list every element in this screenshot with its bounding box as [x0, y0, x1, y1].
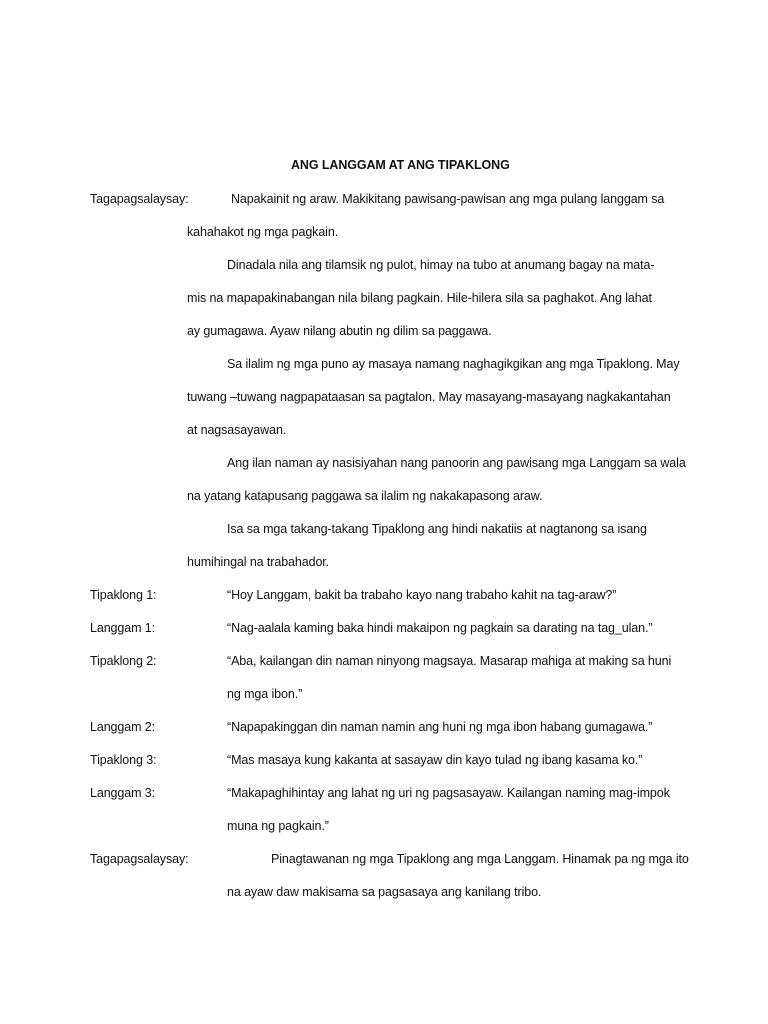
paragraph-line: Pinagtawanan ng mga Tipaklong ang mga Langgam. Hinamak pa ng mga ito	[271, 852, 689, 866]
paragraph-line: Ang ilan naman ay nasisiyahan nang panoorin ang pawisang mga Langgam sa wala	[227, 456, 686, 470]
dialogue-line: “Nag-aalala kaming baka hindi makaipon ng pagkain sa darating na tag_ulan.”	[227, 621, 653, 635]
speaker-label: Langgam 2:	[90, 720, 156, 734]
paragraph-line: na ayaw daw makisama sa pagsasaya ang kanilang tribo.	[227, 885, 542, 899]
speaker-label: Tipaklong 1:	[90, 588, 157, 602]
speaker-label: Tipaklong 3:	[90, 753, 157, 767]
speaker-label: Tagapagsalaysay:	[90, 852, 189, 866]
dialogue-line: “Hoy Langgam, bakit ba trabaho kayo nang trabaho kahit na tag-araw?”	[227, 588, 617, 602]
paragraph-line: Isa sa mga takang-takang Tipaklong ang hindi nakatiis at nagtanong sa isang	[227, 522, 647, 536]
paragraph-line: ay gumagawa. Ayaw nilang abutin ng dilim sa paggawa.	[187, 324, 492, 338]
paragraph-line: na yatang katapusang paggawa sa ilalim ng nakakapasong araw.	[187, 489, 543, 503]
dialogue-line: “Makapaghihintay ang lahat ng uri ng pagsasayaw. Kailangan naming mag-impok	[227, 786, 670, 800]
speaker-label: Tagapagsalaysay:	[90, 192, 189, 206]
paragraph-line: humihingal na trabahador.	[187, 555, 330, 569]
dialogue-line: ng mga ibon.”	[227, 687, 303, 701]
paragraph-line: Napakainit ng araw. Makikitang pawisang-pawisan ang mga pulang langgam sa	[231, 192, 665, 206]
paragraph-line: tuwang –tuwang nagpapataasan sa pagtalon. May masayang-masayang nagkakantahan	[187, 390, 671, 404]
paragraph-line: Sa ilalim ng mga puno ay masaya namang naghagikgikan ang mga Tipaklong. May	[227, 357, 680, 371]
speaker-label: Langgam 1:	[90, 621, 156, 635]
document-title: ANG LANGGAM AT ANG TIPAKLONG	[291, 158, 510, 172]
paragraph-line: mis na mapapakinabangan nila bilang pagkain. Hile-hilera sila sa paghakot. Ang lahat	[187, 291, 652, 305]
dialogue-line: “Aba, kailangan din naman ninyong magsaya. Masarap mahiga at making sa huni	[227, 654, 672, 668]
dialogue-line: “Mas masaya kung kakanta at sasayaw din kayo tulad ng ibang kasama ko.”	[227, 753, 643, 767]
paragraph-line: kahahakot ng mga pagkain.	[187, 225, 339, 239]
dialogue-line: muna ng pagkain.”	[227, 819, 329, 833]
paragraph-line: Dinadala nila ang tilamsik ng pulot, himay na tubo at anumang bagay na mata-	[227, 258, 655, 272]
speaker-label: Langgam 3:	[90, 786, 156, 800]
paragraph-line: at nagsasayawan.	[187, 423, 287, 437]
speaker-label: Tipaklong 2:	[90, 654, 157, 668]
dialogue-line: “Napapakinggan din naman namin ang huni ng mga ibon habang gumagawa.”	[227, 720, 653, 734]
